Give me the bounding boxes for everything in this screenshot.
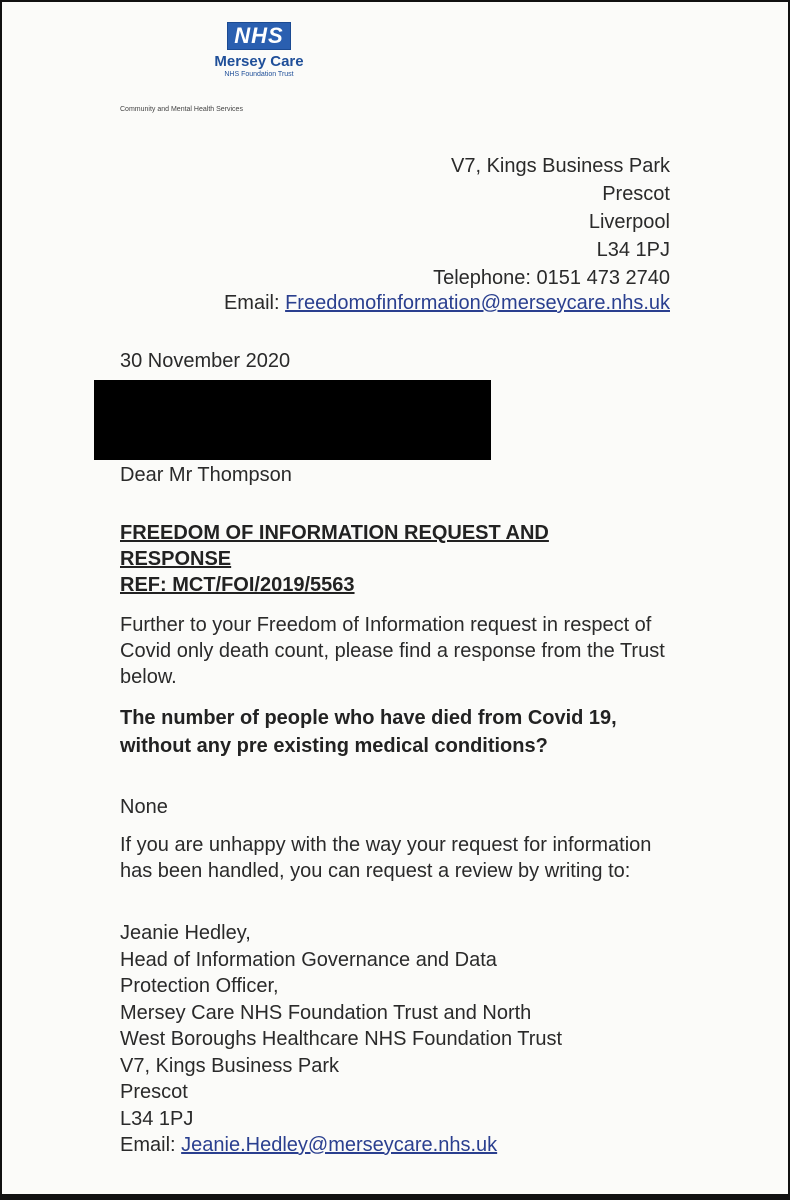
reference-number: REF: MCT/FOI/2019/5563 xyxy=(120,574,355,596)
redaction-block xyxy=(94,380,491,460)
address-line: L34 1PJ xyxy=(596,239,670,261)
sender-address xyxy=(433,152,670,292)
intro-paragraph: Further to your Freedom of Information request in respect of Covid only death count, please find a response from the Trust below. xyxy=(120,614,665,688)
telephone: Telephone: 0151 473 2740 xyxy=(433,267,670,289)
contact-email-line xyxy=(120,1132,680,1159)
org-subtitle: NHS Foundation Trust xyxy=(224,71,294,78)
request-question: The number of people who have died from Covid 19, without any pre existing medical conditions? xyxy=(120,707,617,757)
contact-line: V7, Kings Business Park xyxy=(120,1054,339,1077)
request-heading xyxy=(120,520,660,598)
contact-line: Protection Officer, xyxy=(120,975,279,997)
contact-line: West Boroughs Healthcare NHS Foundation Trust xyxy=(120,1028,563,1050)
contact-line: Jeanie Hedley, xyxy=(120,922,251,944)
address-line: Liverpool xyxy=(588,211,670,233)
nhs-logo xyxy=(194,22,324,78)
nhs-badge: NHS xyxy=(227,22,290,50)
heading-line1: FREEDOM OF INFORMATION REQUEST AND xyxy=(120,522,549,544)
letter-date: 30 November 2020 xyxy=(120,350,291,372)
address-line: Prescot xyxy=(602,183,670,205)
heading-line2: RESPONSE xyxy=(120,548,232,570)
review-paragraph: If you are unhappy with the way your request for information has been handled, you can request a review by writing to: xyxy=(120,834,652,882)
review-contact xyxy=(120,920,680,1159)
sender-email-line xyxy=(224,292,670,315)
sender-email-link[interactable]: Freedomofinformation@merseycare.nhs.uk xyxy=(285,292,670,314)
contact-line: Prescot xyxy=(120,1081,188,1103)
salutation: Dear Mr Thompson xyxy=(120,464,292,486)
org-name: Mersey Care xyxy=(214,53,304,70)
contact-email-label: Email: xyxy=(120,1134,176,1156)
letter-page xyxy=(2,2,788,1194)
email-label: Email: xyxy=(223,292,280,314)
services-line: Community and Mental Health Services xyxy=(120,106,243,113)
contact-line: Head of Information Governance and Data xyxy=(120,948,497,971)
response-answer: None xyxy=(120,796,168,818)
contact-line: Mersey Care NHS Foundation Trust and North xyxy=(120,1001,532,1024)
address-line: V7, Kings Business Park xyxy=(451,155,670,177)
contact-email-link[interactable]: Jeanie.Hedley@merseycare.nhs.uk xyxy=(181,1134,498,1156)
contact-line: L34 1PJ xyxy=(120,1107,194,1130)
